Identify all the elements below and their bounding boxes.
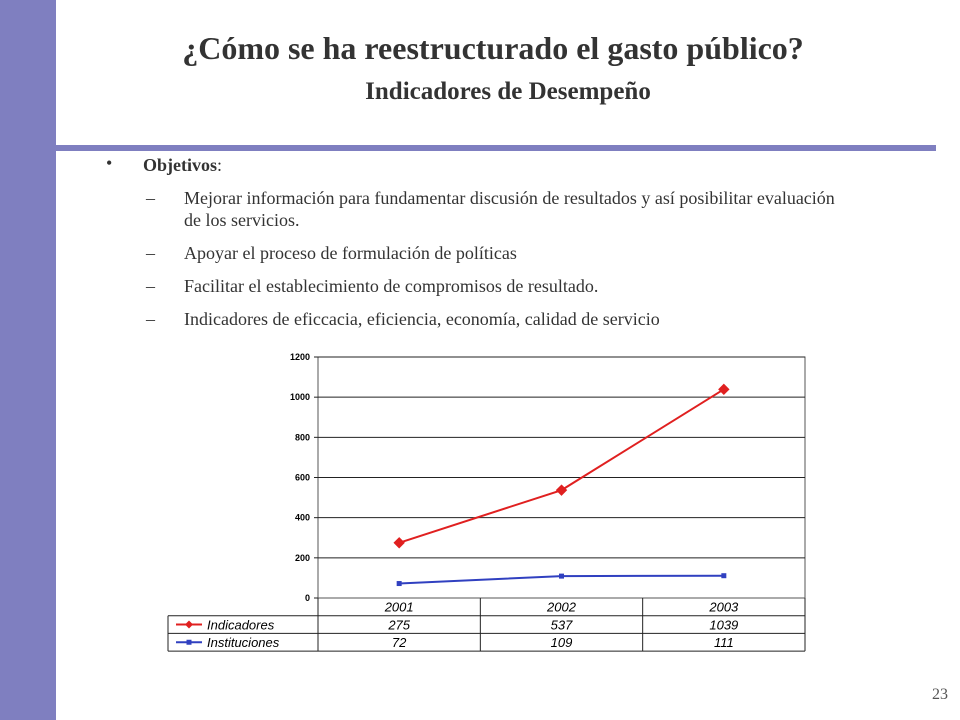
list-item-text: Indicadores de eficcacia, eficiencia, economía, calidad de servicio	[184, 309, 660, 329]
bullet-suffix: :	[217, 155, 223, 175]
x-category-label: 2003	[709, 599, 739, 615]
page-number: 23	[932, 686, 948, 703]
data-point-marker	[397, 581, 402, 586]
dash-icon: –	[146, 188, 155, 208]
dash-icon: –	[146, 243, 155, 263]
data-table-value: 109	[550, 635, 573, 651]
dash-icon: –	[146, 276, 155, 296]
y-tick-label: 1000	[289, 392, 310, 403]
data-table-value: 1039	[709, 617, 739, 633]
data-table-value: 72	[391, 635, 407, 651]
dash-icon: –	[146, 309, 155, 329]
legend-label: Indicadores	[207, 617, 275, 633]
slide-title: ¿Cómo se ha reestructurado el gasto público?	[182, 30, 804, 66]
data-point-marker	[559, 574, 564, 579]
list-item-text: Facilitar el establecimiento de compromisos de resultado.	[184, 276, 599, 296]
y-tick-label: 0	[304, 593, 310, 603]
legend-key-marker	[187, 640, 192, 645]
y-tick-label: 400	[294, 512, 310, 523]
data-table-value: 275	[388, 617, 411, 633]
list-item-text: Mejorar información para fundamentar discusión de resultados y así posibilitar evaluación de los servicios.	[184, 188, 835, 230]
bullet-icon: •	[106, 153, 113, 173]
data-point-marker	[721, 573, 726, 578]
list-item-text: Apoyar el proceso de formulación de políticas	[184, 243, 517, 263]
bullet-label: Objetivos	[143, 155, 217, 175]
slide-subtitle: Indicadores de Desempeño	[365, 78, 651, 105]
y-tick-label: 200	[294, 552, 310, 563]
y-tick-label: 1200	[289, 352, 310, 362]
x-category-label: 2001	[384, 599, 414, 615]
data-table-value: 537	[550, 617, 573, 633]
x-category-label: 2002	[547, 599, 576, 615]
data-table-value: 111	[713, 635, 734, 651]
y-tick-label: 600	[294, 472, 310, 483]
y-tick-label: 800	[294, 432, 310, 443]
legend-label: Instituciones	[207, 635, 280, 651]
legend-key-marker	[185, 621, 193, 629]
